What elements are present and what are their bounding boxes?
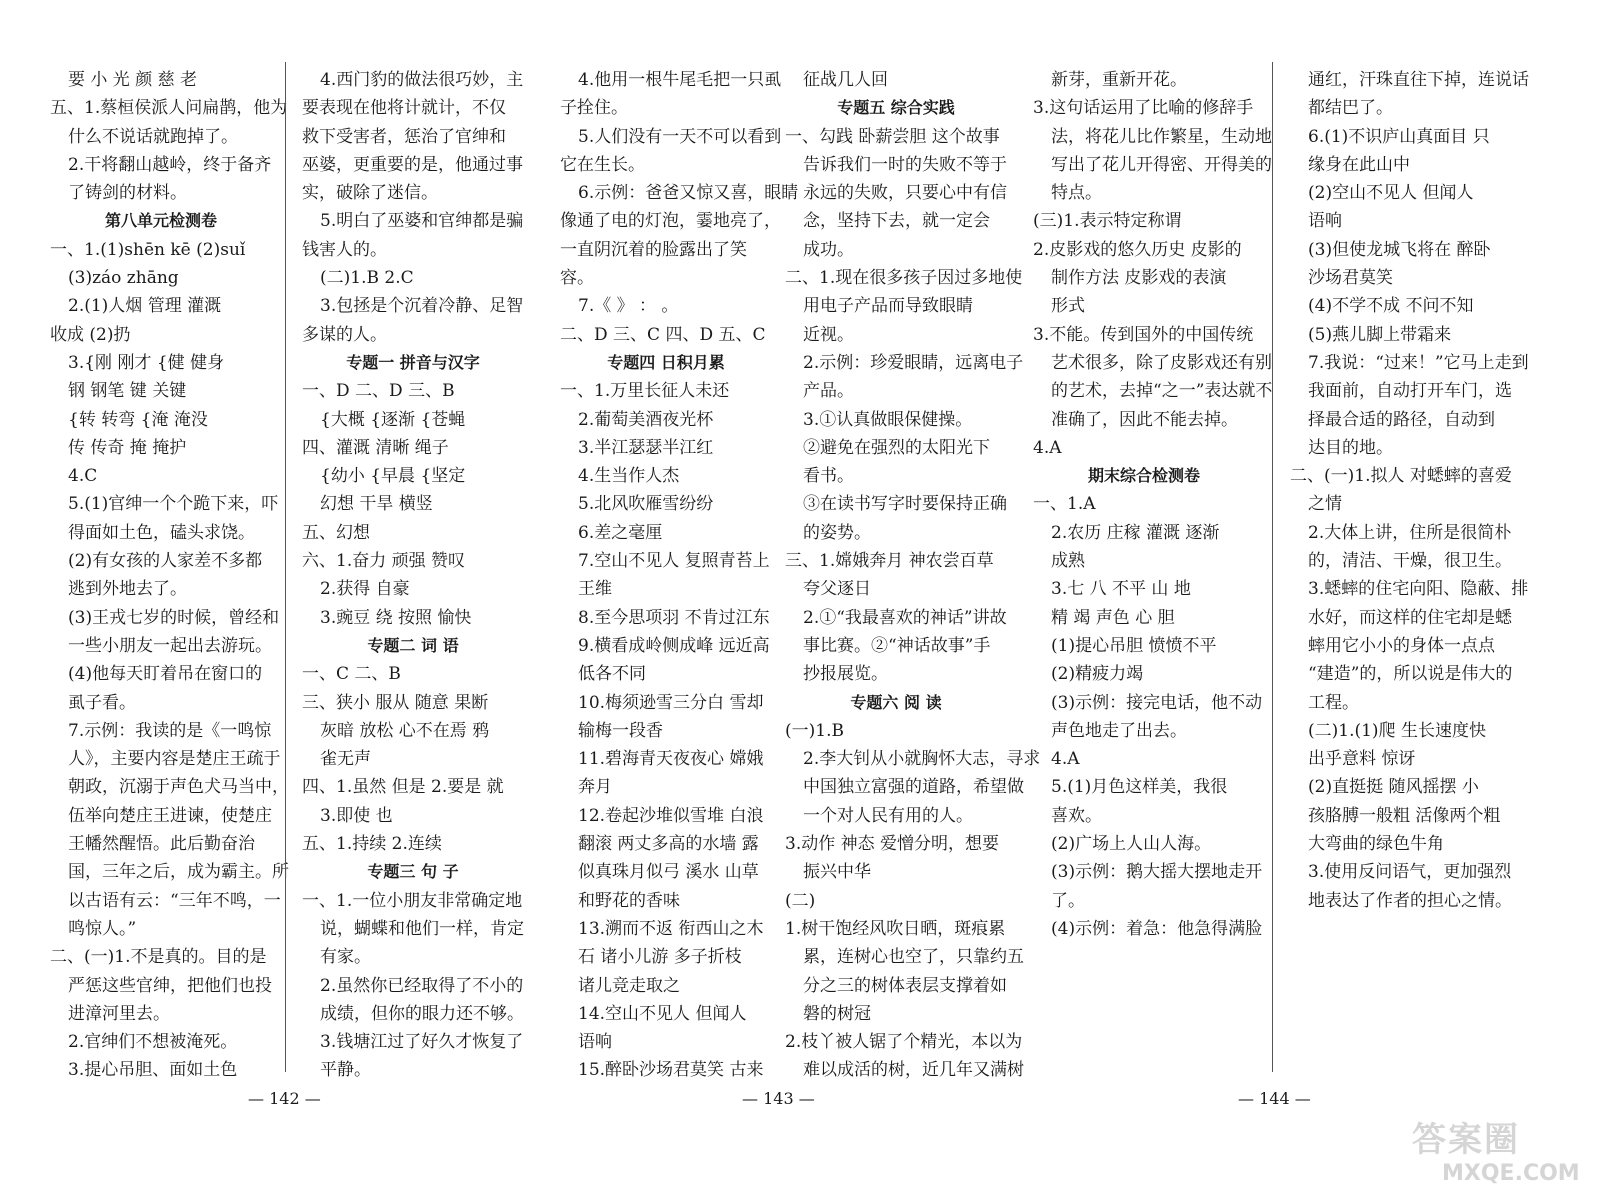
answer-line: 容。 [560, 268, 594, 289]
answer-line: 2.农历 庄稼 灌溉 逐渐 [1051, 522, 1220, 543]
answer-line: 成绩，但你的眼力还不够。 [320, 1003, 524, 1024]
answer-line: 要 小 光 颜 慈 老 [68, 70, 198, 90]
answer-line: 一、1.一位小朋友非常确定地 [302, 890, 523, 911]
answer-line: 说，蝴蝶和他们一样，肯定 [320, 918, 524, 939]
answer-line: 伍举向楚庄王进谏，使楚庄 [68, 805, 272, 826]
answer-line: 中国独立富强的道路，希望做 [803, 777, 1024, 798]
answer-line: 艺术很多，除了皮影戏还有别 [1051, 352, 1272, 373]
answer-line: 雀无声 [320, 749, 371, 770]
answer-line: (3)záo zhāng [68, 268, 179, 289]
answer-line: 产品。 [803, 381, 854, 402]
answer-line: 什么不说话就跑掉了。 [68, 126, 238, 147]
answer-line: 2.皮影戏的悠久历史 皮影的 [1033, 239, 1242, 260]
answer-line: 以古语有云：“三年不鸣，一 [68, 890, 281, 911]
answer-line: 分之三的树体表层支撑着如 [803, 975, 1007, 996]
answer-line: 石 诸小儿游 多子折枝 [578, 947, 742, 968]
page-number: — 143 — [742, 1089, 815, 1108]
answer-line: ②避免在强烈的太阳光下 [803, 437, 990, 458]
answer-line: 逃到外地去了。 [68, 579, 187, 600]
answer-line: 进漳河里去。 [68, 1003, 170, 1024]
answer-line: 念，坚持下去，就一定会 [803, 211, 990, 232]
answer-line: 鸣惊人。” [68, 918, 137, 939]
answer-line: 成功。 [803, 239, 854, 260]
answer-line: 2.大体上讲，住所是很简朴 [1308, 522, 1512, 543]
answer-line: 有家。 [320, 947, 371, 968]
answer-line: (4)他每天盯着吊在窗口的 [68, 664, 263, 685]
answer-line: 3.{刚 刚才 {健 健身 [68, 352, 225, 373]
answer-line: 法，将花儿比作繁星，生动地 [1051, 126, 1272, 147]
answer-line: 它在生长。 [560, 154, 645, 175]
answer-line: 通红，汗珠直往下掉，连说话 [1308, 70, 1529, 90]
answer-line: 语响 [1308, 211, 1342, 232]
answer-line: ③在读书写字时要保持正确 [803, 494, 1007, 515]
answer-line: 永远的失败，只要心中有信 [803, 183, 1007, 204]
answer-line: 5.(1)月色这样美，我很 [1051, 777, 1228, 798]
answer-line: 8.至今思项羽 不肯过江东 [578, 607, 770, 628]
answer-line: 一、D 二、D 三、B [302, 381, 455, 402]
answer-line: 累，连树心也空了，只靠约五 [803, 947, 1024, 968]
answer-line: 一、1.A [1033, 494, 1096, 515]
answer-line: 用电子产品而导致眼睛 [803, 296, 973, 317]
answer-line: 3.即使 也 [320, 805, 393, 826]
answer-line: 7.空山不见人 复照青苔上 [578, 551, 770, 572]
answer-line: 4.他用一根牛尾毛把一只虱 [578, 70, 782, 90]
answer-line: (二) [785, 890, 816, 911]
section-heading: 专题一 拼音与汉字 [346, 352, 480, 372]
answer-line: 3.动作 神态 爱憎分明，想要 [785, 834, 1000, 855]
page-number: — 144 — [1238, 1089, 1311, 1108]
answer-line: 3.钱塘江过了好久才恢复了 [320, 1032, 524, 1053]
answer-line: 12.卷起沙堆似雪堆 白浪 [578, 805, 764, 826]
answer-line: 一、C 二、B [302, 664, 401, 685]
answer-line: 2.干将翻山越岭，终于备齐 [68, 154, 272, 175]
answer-line: 的，清洁、干燥，很卫生。 [1308, 551, 1512, 572]
answer-line: 的艺术，去掉“之一”表达就不 [1051, 381, 1273, 402]
answer-line: 四、灌溉 清晰 绳子 [302, 437, 449, 458]
answer-line: 一个对人民有用的人。 [803, 805, 973, 826]
answer-line: 传 传奇 掩 掩护 [68, 437, 187, 458]
answer-line: 了。 [1051, 890, 1085, 911]
answer-line: 3.使用反问语气，更加强烈 [1308, 862, 1512, 883]
answer-line: 2.(1)人烟 管理 灌溉 [68, 296, 222, 317]
answer-line: (5)燕儿脚上带霜来 [1308, 324, 1452, 345]
answer-line: 沙场君莫笑 [1308, 268, 1393, 289]
answer-line: 5.明白了巫婆和官绅都是骗 [320, 211, 524, 232]
answer-line: (3)示例：鹅大摇大摆地走开 [1051, 862, 1263, 883]
column-6 [1290, 66, 1529, 915]
answer-line: 三、1.嫦娥奔月 神农尝百草 [785, 551, 994, 572]
answer-line: 实，破除了迷信。 [302, 183, 438, 204]
answer-line: 7.我说：“过来！”它马上走到 [1308, 352, 1529, 373]
answer-line: 精 竭 声色 心 胆 [1051, 607, 1175, 628]
answer-line: 工程。 [1308, 692, 1359, 713]
answer-line: 15.醉卧沙场君莫笑 古来 [578, 1060, 764, 1081]
answer-line: 征战几人回 [803, 70, 888, 90]
answer-line: 11.碧海青天夜夜心 嫦娥 [578, 749, 764, 770]
answer-line: 2.①“我最喜欢的神话”讲故 [803, 607, 1007, 628]
answer-line: 三、狭小 服从 随意 果断 [302, 692, 489, 713]
answer-line: 9.横看成岭侧成峰 远近高 [578, 635, 770, 656]
answer-line: 4.生当作人杰 [578, 466, 680, 487]
answer-line: 新芽，重新开花。 [1051, 70, 1187, 90]
answer-line: 子拴住。 [560, 98, 628, 119]
answer-line: 语响 [578, 1032, 612, 1053]
answer-line: 7.示例：我读的是《一鸣惊 [68, 720, 272, 741]
answer-line: (3)王戎七岁的时候，曾经和 [68, 607, 280, 628]
answer-line: 准确了，因此不能去掉。 [1051, 409, 1238, 430]
answer-line: (一)1.B [785, 720, 844, 741]
answer-line: 写出了花儿开得密、开得美的 [1051, 154, 1272, 175]
answer-line: 声色地走了出去。 [1051, 720, 1187, 741]
answer-line: (1)提心吊胆 愤愤不平 [1051, 635, 1217, 656]
section-heading: 第八单元检测卷 [104, 211, 217, 231]
answer-line: 3.包拯是个沉着冷静、足智 [320, 296, 524, 317]
answer-line: 收成 (2)扔 [50, 324, 131, 345]
answer-line: 多谋的人。 [302, 324, 387, 345]
answer-line: 五、1.持续 2.连续 [302, 834, 442, 855]
answer-line: (3)示例：接完电话，他不动 [1051, 692, 1263, 713]
answer-line: 看书。 [803, 466, 854, 487]
answer-line: 6.差之毫厘 [578, 522, 663, 543]
column-2 [302, 66, 524, 1085]
answer-line: 形式 [1051, 296, 1085, 317]
answer-line: 国，三年之后，成为霸主。所 [68, 862, 289, 883]
answer-line: 一、1.(1)shēn kē (2)suǐ [50, 239, 246, 260]
answer-line: 2.官绅们不想被淹死。 [68, 1032, 238, 1053]
answer-line: “建造”的，所以说是伟大的 [1308, 664, 1513, 685]
answer-line: 翻滚 两丈多高的水墙 露 [578, 834, 759, 855]
answer-line: 人》，主要内容是楚庄王疏于 [68, 749, 281, 770]
answer-line: 诸儿竞走取之 [578, 975, 680, 996]
page-number: — 142 — [248, 1089, 321, 1108]
answer-line: 振兴中华 [803, 862, 871, 883]
answer-line: 3.提心吊胆、面如土色 [68, 1060, 238, 1081]
answer-line: 择最合适的路径，自动到 [1308, 409, 1495, 430]
answer-line: 之情 [1308, 494, 1342, 515]
answer-line: 五、1.蔡桓侯派人问扁鹊，他为 [50, 98, 288, 119]
answer-line: 救下受害者，惩治了官绅和 [302, 126, 506, 147]
answer-line: (二)1.(1)爬 生长速度快 [1308, 720, 1486, 741]
answer-line: 4.西门豹的做法很巧妙，主 [320, 70, 524, 90]
answer-line: 夸父逐日 [803, 579, 871, 600]
answer-line: 3.七 八 不平 山 地 [1051, 579, 1191, 600]
answer-line: 2.虽然你已经取得了不小的 [320, 975, 524, 996]
answer-line: 3.蟋蟀的住宅向阳、隐蔽、排 [1308, 579, 1529, 600]
answer-line: 7.《 》 ： 。 [578, 296, 679, 317]
answer-line: (2)空山不见人 但闻人 [1308, 183, 1474, 204]
answer-line: (2)广场上人山人海。 [1051, 834, 1212, 855]
answer-line: 的姿势。 [803, 522, 871, 543]
column-divider [285, 62, 286, 1072]
answer-line: 成熟 [1051, 551, 1085, 572]
column-4 [785, 66, 1041, 1085]
answer-line: 像通了电的灯泡，霎地亮了， [560, 211, 781, 232]
answer-line: 奔月 [578, 777, 612, 798]
answer-line: 3.不能。传到国外的中国传统 [1033, 324, 1254, 345]
answer-line: 13.溯而不返 衔西山之木 [578, 918, 764, 939]
answer-line: 6.(1)不识庐山真面目 只 [1308, 126, 1490, 147]
answer-line: {大概 {逐渐 {苍蝇 [320, 409, 466, 430]
answer-line: (三)1.表示特定称谓 [1033, 211, 1182, 232]
answer-line: 2.示例：珍爱眼睛，远离电子 [803, 352, 1024, 373]
answer-line: 3.这句话运用了比喻的修辞手 [1033, 98, 1254, 119]
answer-line: 了铸剑的材料。 [68, 183, 187, 204]
answer-line: 六、1.奋力 顽强 赞叹 [302, 551, 466, 572]
answer-line: 二、D 三、C 四、D 五、C [560, 324, 766, 345]
answer-line: {转 转弯 {淹 淹没 [68, 409, 208, 430]
answer-line: 2.葡萄美酒夜光杯 [578, 409, 714, 430]
answer-line: 五、幻想 [302, 522, 370, 543]
section-heading: 专题四 日积月累 [607, 352, 725, 372]
column-5 [1033, 66, 1273, 943]
section-heading: 专题五 综合实践 [837, 98, 955, 118]
answer-line: 特点。 [1051, 183, 1102, 204]
answer-line: 王维 [578, 579, 612, 600]
answer-line: 大弯曲的绿色牛角 [1308, 834, 1444, 855]
watermark-text: 答案圈 [1412, 1120, 1520, 1160]
column-3 [560, 66, 799, 1085]
answer-line: 一、勾践 卧薪尝胆 这个故事 [785, 126, 1000, 147]
answer-line: 地表达了作者的担心之情。 [1308, 890, 1512, 911]
answer-line: 幻想 干旱 横竖 [320, 494, 433, 515]
answer-line: 都结巴了。 [1308, 98, 1393, 119]
answer-line: 抄报展览。 [803, 664, 888, 685]
answer-line: 蟀用它小小的身体一点点 [1308, 635, 1495, 656]
answer-line: 3.①认真做眼保健操。 [803, 409, 973, 430]
answer-line: 一直阴沉着的脸露出了笑 [560, 239, 747, 260]
answer-line: 似真珠月似弓 溪水 山草 [578, 862, 759, 883]
answer-line: 二、(一)1.拟人 对蟋蟀的喜爱 [1290, 466, 1512, 487]
column-divider [1272, 62, 1273, 1072]
answer-line: (二)1.B 2.C [320, 268, 414, 289]
answer-line: 平静。 [320, 1060, 371, 1081]
section-heading: 期末综合检测卷 [1087, 466, 1200, 486]
answer-line: 2.李大钊从小就胸怀大志，寻求 [803, 749, 1041, 770]
answer-line: 和野花的香味 [578, 890, 680, 911]
answer-line: 王幡然醒悟。此后勤奋治 [68, 834, 255, 855]
answer-line: {幼小 {早晨 {坚定 [320, 466, 466, 487]
answer-line: 达目的地。 [1308, 437, 1393, 458]
answer-line: (2)有女孩的人家差不多都 [68, 551, 263, 572]
answer-line: 我面前，自动打开车门，选 [1308, 381, 1512, 402]
watermark-logo [1412, 1112, 1600, 1186]
answer-line: 钱害人的。 [302, 239, 387, 260]
answer-line: 6.示例：爸爸又惊又喜，眼睛 [578, 183, 799, 204]
answer-line: 14.空山不见人 但闻人 [578, 1003, 747, 1024]
answer-line: 朝政，沉溺于声色犬马当中， [68, 777, 289, 798]
answer-line: 2.枝丫被人锯了个精光，本以为 [785, 1032, 1023, 1053]
answer-line: (4)示例：着急：他急得满脸 [1051, 918, 1263, 939]
answer-line: 二、(一)1.不是真的。目的是 [50, 947, 267, 968]
watermark-url: MXQE.COM [1442, 1161, 1580, 1186]
answer-line: 虱子看。 [68, 692, 136, 713]
answer-line: 一些小朋友一起出去游玩。 [68, 635, 272, 656]
answer-line: 一、1.万里长征人未还 [560, 381, 730, 402]
answer-line: 3.豌豆 绕 按照 愉快 [320, 607, 472, 628]
answer-line: 二、1.现在很多孩子因过多地使 [785, 268, 1023, 289]
section-heading: 专题三 句 子 [367, 862, 459, 882]
answer-line: 灰暗 放松 心不在焉 鸦 [320, 720, 490, 741]
answer-line: 1.树干饱经风吹日晒，斑痕累 [785, 918, 1006, 939]
answer-line: 磐的树冠 [803, 1003, 871, 1024]
answer-line: 告诉我们一时的失败不等于 [803, 154, 1007, 175]
section-heading: 专题六 阅 读 [850, 692, 942, 712]
answer-line: 喜欢。 [1051, 805, 1102, 826]
column-1 [50, 66, 289, 1085]
answer-line: 四、1.虽然 但是 2.要是 就 [302, 777, 504, 798]
answer-line: 事比赛。②“神话故事”手 [803, 635, 991, 656]
answer-line: 3.半江瑟瑟半江红 [578, 437, 714, 458]
answer-line: 4.A [1051, 749, 1080, 770]
answer-line: 近视。 [803, 324, 854, 345]
answer-line: (3)但使龙城飞将在 醉卧 [1308, 239, 1491, 260]
answer-line: 钢 钢笔 键 关键 [68, 381, 187, 402]
answer-line: 5.人们没有一天不可以看到 [578, 126, 782, 147]
answer-line: (4)不学不成 不问不知 [1308, 296, 1474, 317]
answer-line: 5.(1)官绅一个个跪下来，吓 [68, 494, 279, 515]
answer-line: 孩胳膊一般粗 活像两个粗 [1308, 805, 1501, 826]
answer-line: 10.梅须逊雪三分白 雪却 [578, 692, 764, 713]
answer-line: 严惩这些官绅，把他们也投 [68, 975, 272, 996]
answer-line: 5.北风吹雁雪纷纷 [578, 494, 714, 515]
answer-line: 得面如土色，磕头求饶。 [68, 522, 255, 543]
answer-line: 制作方法 皮影戏的表演 [1051, 268, 1227, 289]
answer-line: 出乎意料 惊讶 [1308, 749, 1416, 770]
answer-line: 巫婆，更重要的是，他通过事 [302, 154, 523, 175]
answer-line: 4.C [68, 466, 98, 487]
answer-line: 低各不同 [578, 664, 646, 685]
answer-line: (2)直挺挺 随风摇摆 小 [1308, 777, 1479, 798]
answer-line: 缘身在此山中 [1308, 154, 1410, 175]
answer-line: 2.获得 自豪 [320, 579, 410, 600]
answer-line: 要表现在他将计就计，不仅 [302, 98, 506, 119]
answer-line: 4.A [1033, 437, 1062, 458]
answer-line: 输梅一段香 [578, 720, 663, 741]
answer-line: 水好，而这样的住宅却是蟋 [1308, 607, 1512, 628]
section-heading: 专题二 词 语 [367, 635, 459, 655]
answer-line: (2)精疲力竭 [1051, 664, 1144, 685]
answer-line: 难以成活的树，近几年又满树 [803, 1060, 1024, 1081]
